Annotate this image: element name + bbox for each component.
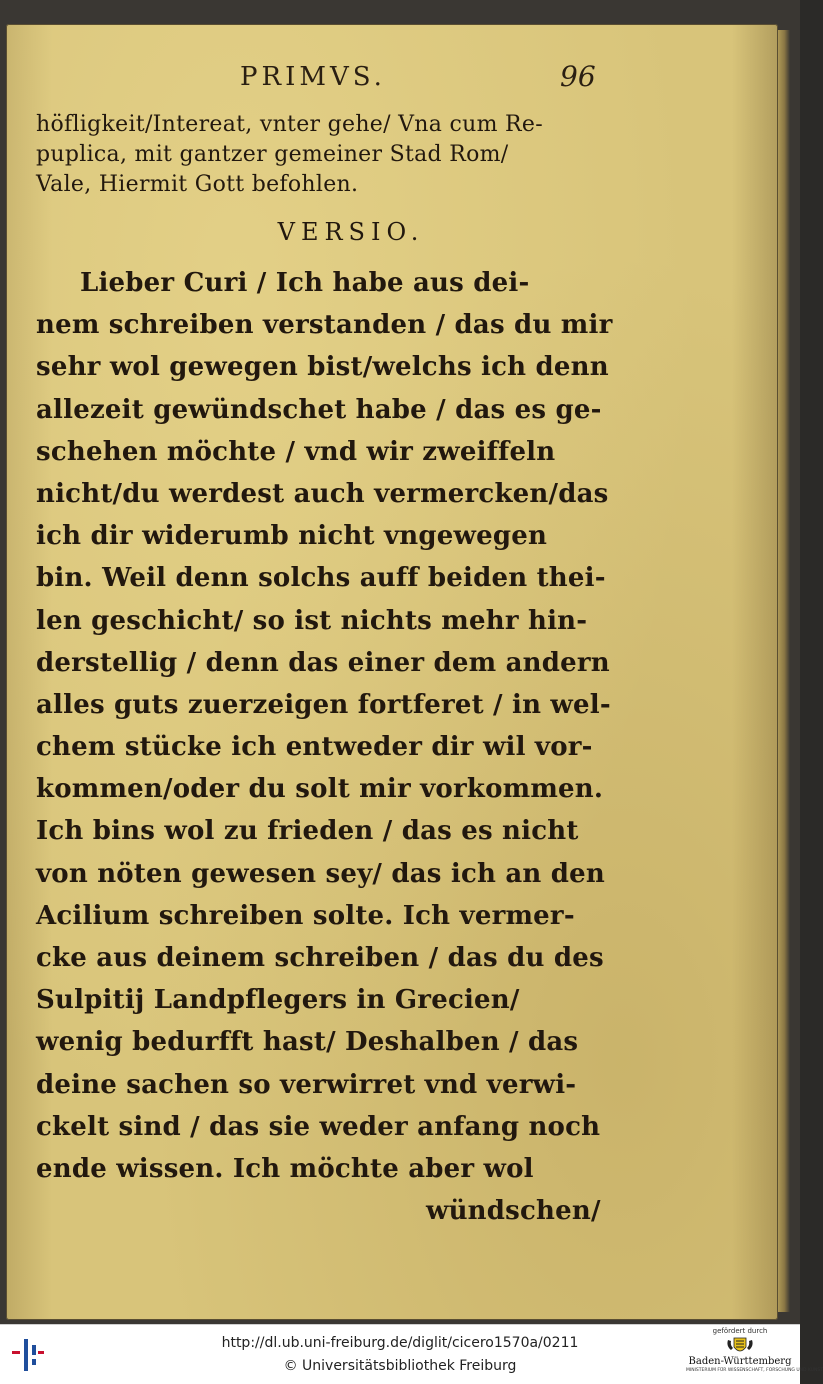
latin-text	[36, 110, 606, 200]
text-line: deine sachen so verwirret vnd verwi-	[36, 1069, 577, 1100]
text-line: ich dir widerumb nicht vngewegen	[36, 521, 548, 552]
coat-of-arms-icon	[725, 1336, 755, 1356]
text-line: nem schreiben verstanden / das du mir	[36, 310, 613, 341]
german-translation	[36, 262, 613, 1232]
text-line: Sulpitij Landpflegers in Grecien/	[36, 985, 520, 1016]
text-line: Lieber Curi / Ich habe aus dei-	[80, 268, 530, 298]
viewer-footer	[0, 1324, 823, 1384]
text-block	[36, 110, 613, 1232]
text-line: ende wissen. Ich möchte aber wol	[36, 1153, 534, 1184]
permalink-url[interactable]: http://dl.ub.uni-freiburg.de/diglit/cicero1570a/0211	[221, 1335, 579, 1351]
text-line: von nöten gewesen sey/ das ich an den	[36, 858, 605, 889]
copyright-notice: © Universitätsbibliothek Freiburg	[283, 1358, 517, 1374]
catchword: wündschen/	[426, 1196, 601, 1227]
text-line: höfligkeit/Intereat, vnter gehe/ Vna cum Re-	[36, 112, 543, 137]
text-line: wenig bedurfft hast/ Deshalben / das	[36, 1027, 579, 1058]
text-line: ckelt sind / das sie weder anfang noch	[36, 1111, 601, 1142]
text-line: alles guts zuerzeigen fortferet / in wel-	[36, 689, 611, 720]
text-line: len geschicht/ so ist nichts mehr hin-	[36, 605, 588, 636]
text-line: schehen möchte / vnd wir zweiffeln	[36, 436, 556, 467]
text-line: nicht/du werdest auch vermercken/das	[36, 478, 609, 509]
text-line: Ich bins wol zu frieden / das es nicht	[36, 816, 579, 847]
text-line: cke aus deinem schreiben / das du des	[36, 943, 604, 973]
text-line: Acilium schreiben solte. Ich vermer-	[36, 900, 575, 931]
page-edge	[776, 30, 790, 1312]
sponsor-logo[interactable]	[686, 1327, 823, 1383]
sponsor-ministry: MINISTERIUM FÜR WISSENSCHAFT, FORSCHUNG UND KUNST	[686, 1368, 823, 1373]
text-line: sehr wol gewegen bist/welchs ich denn	[36, 352, 609, 383]
sponsor-label: gefördert durch	[712, 1327, 768, 1335]
section-heading: VERSIO.	[277, 218, 425, 246]
sponsor-name: Baden-Württemberg	[688, 1356, 792, 1367]
text-line: allezeit gewündschet habe / das es ge-	[36, 394, 602, 425]
text-line: kommen/oder du solt mir vorkommen.	[36, 774, 604, 805]
running-head: PRIMVS.	[240, 62, 386, 92]
page-number: 96	[560, 60, 596, 93]
text-line: Vale, Hiermit Gott befohlen.	[36, 172, 359, 197]
page-header	[40, 62, 620, 102]
text-line: derstellig / denn das einer dem andern	[36, 647, 610, 678]
text-line: bin. Weil denn solchs auff beiden thei-	[36, 563, 606, 594]
text-line: puplica, mit gantzer gemeiner Stad Rom/	[36, 142, 509, 167]
text-line: chem stücke ich entweder dir wil vor-	[36, 732, 593, 763]
